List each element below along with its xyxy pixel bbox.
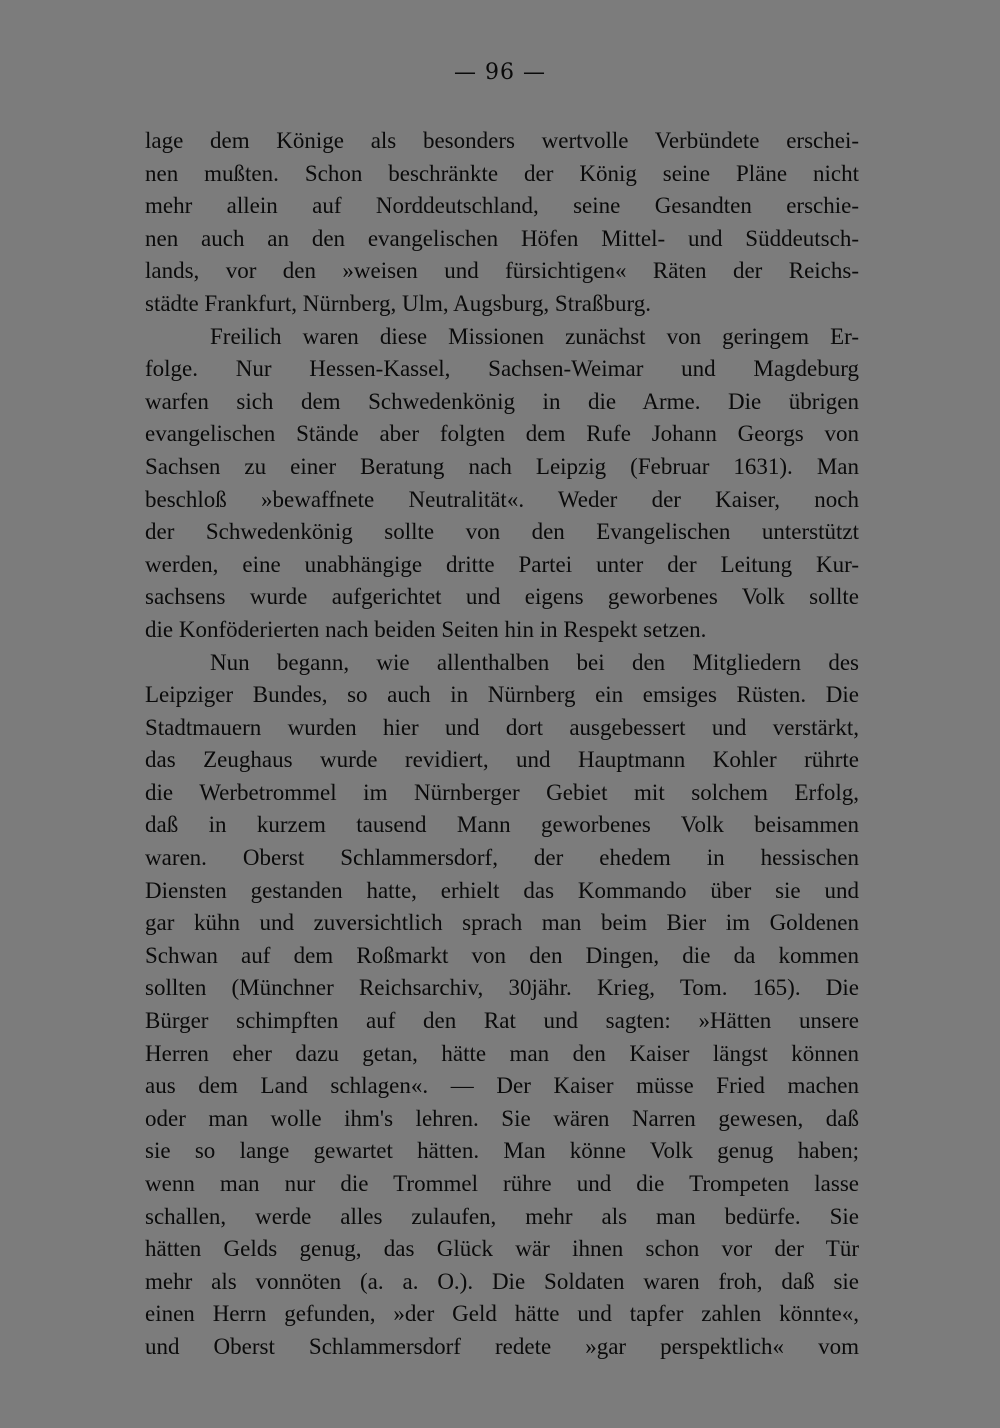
text-line: aus dem Land schlagen«. — Der Kaiser müsse Fried machen xyxy=(145,1073,859,1099)
text-line: lage dem Könige als besonders wertvolle Verbündete erschei- xyxy=(145,128,859,153)
text-line: Sachsen zu einer Beratung nach Leipzig (Februar 1631). Man xyxy=(145,453,859,479)
text-line: Schwan auf dem Roßmarkt von den Dingen, die da kommen xyxy=(145,942,859,968)
text-line: werden, eine unabhängige dritte Partei unter der Leitung Kur- xyxy=(145,551,859,577)
text-line: sachsens wurde aufgerichtet und eigens geworbenes Volk sollte xyxy=(145,584,859,610)
text-line: Nun begann, wie allenthalben bei den Mitgliedern des xyxy=(210,649,859,675)
text-line: sie so lange gewartet hätten. Man könne Volk genug haben; xyxy=(145,1138,859,1164)
text-line: oder man wolle ihm's lehren. Sie wären Narren gewesen, daß xyxy=(145,1105,859,1131)
text-line: Bürger schimpften auf den Rat und sagten: »Hätten unsere xyxy=(145,1008,859,1034)
text-line: nen mußten. Schon beschränkte der König seine Pläne nicht xyxy=(145,160,859,186)
text-line: sollten (Münchner Reichsarchiv, 30jähr. Krieg, Tom. 165). Die xyxy=(145,975,859,1001)
text-line: Stadtmauern wurden hier und dort ausgebessert und verstärkt, xyxy=(145,714,859,740)
text-line: und Oberst Schlammersdorf redete »gar perspektlich« vom xyxy=(145,1333,859,1359)
text-line: einen Herrn gefunden, »der Geld hätte und tapfer zahlen könnte«, xyxy=(145,1301,859,1327)
text-line: mehr als vonnöten (a. a. O.). Die Soldaten waren froh, daß sie xyxy=(145,1268,859,1294)
text-line: städte Frankfurt, Nürnberg, Ulm, Augsburg, Straßburg. xyxy=(145,290,651,316)
text-line: Leipziger Bundes, so auch in Nürnberg ein emsiges Rüsten. Die xyxy=(145,682,859,708)
text-line: folge. Nur Hessen-Kassel, Sachsen-Weimar und Magdeburg xyxy=(145,356,859,382)
page-number: — 96 — xyxy=(454,60,546,85)
text-line: waren. Oberst Schlammersdorf, der ehedem in hessischen xyxy=(145,845,859,871)
text-line: das Zeughaus wurde revidiert, und Hauptmann Kohler rührte xyxy=(145,747,859,773)
text-line: die Werbetrommel im Nürnberger Gebiet mit solchem Erfolg, xyxy=(145,779,859,805)
text-line: die Konföderierten nach beiden Seiten hin in Respekt setzen. xyxy=(145,616,707,642)
text-line: lands, vor den »weisen und fürsichtigen« Räten der Reichs- xyxy=(145,258,859,284)
text-line: hätten Gelds genug, das Glück wär ihnen schon vor der Tür xyxy=(145,1236,859,1262)
text-line: beschloß »bewaffnete Neutralität«. Weder der Kaiser, noch xyxy=(145,486,859,512)
text-line: der Schwedenkönig sollte von den Evangelischen unterstützt xyxy=(145,519,859,545)
text-line: gar kühn und zuversichtlich sprach man beim Bier im Goldenen xyxy=(145,910,859,936)
text-line: wenn man nur die Trommel rühre und die Trompeten lasse xyxy=(145,1171,859,1196)
text-line: Freilich waren diese Missionen zunächst von geringem Er- xyxy=(210,323,859,349)
text-line: Diensten gestanden hatte, erhielt das Kommando über sie und xyxy=(145,877,859,903)
body-text xyxy=(145,125,859,1364)
text-line: warfen sich dem Schwedenkönig in die Arme. Die übrigen xyxy=(145,388,859,414)
text-line: schallen, werde alles zulaufen, mehr als man bedürfe. Sie xyxy=(145,1203,859,1229)
text-line: evangelischen Stände aber folgten dem Rufe Johann Georgs von xyxy=(145,421,859,447)
text-line: nen auch an den evangelischen Höfen Mittel- und Süddeutsch- xyxy=(145,225,859,251)
text-line: daß in kurzem tausend Mann geworbenes Volk beisammen xyxy=(145,812,859,838)
text-line: Herren eher dazu getan, hätte man den Kaiser längst können xyxy=(145,1040,859,1066)
text-line: mehr allein auf Norddeutschland, seine Gesandten erschie- xyxy=(145,193,859,219)
